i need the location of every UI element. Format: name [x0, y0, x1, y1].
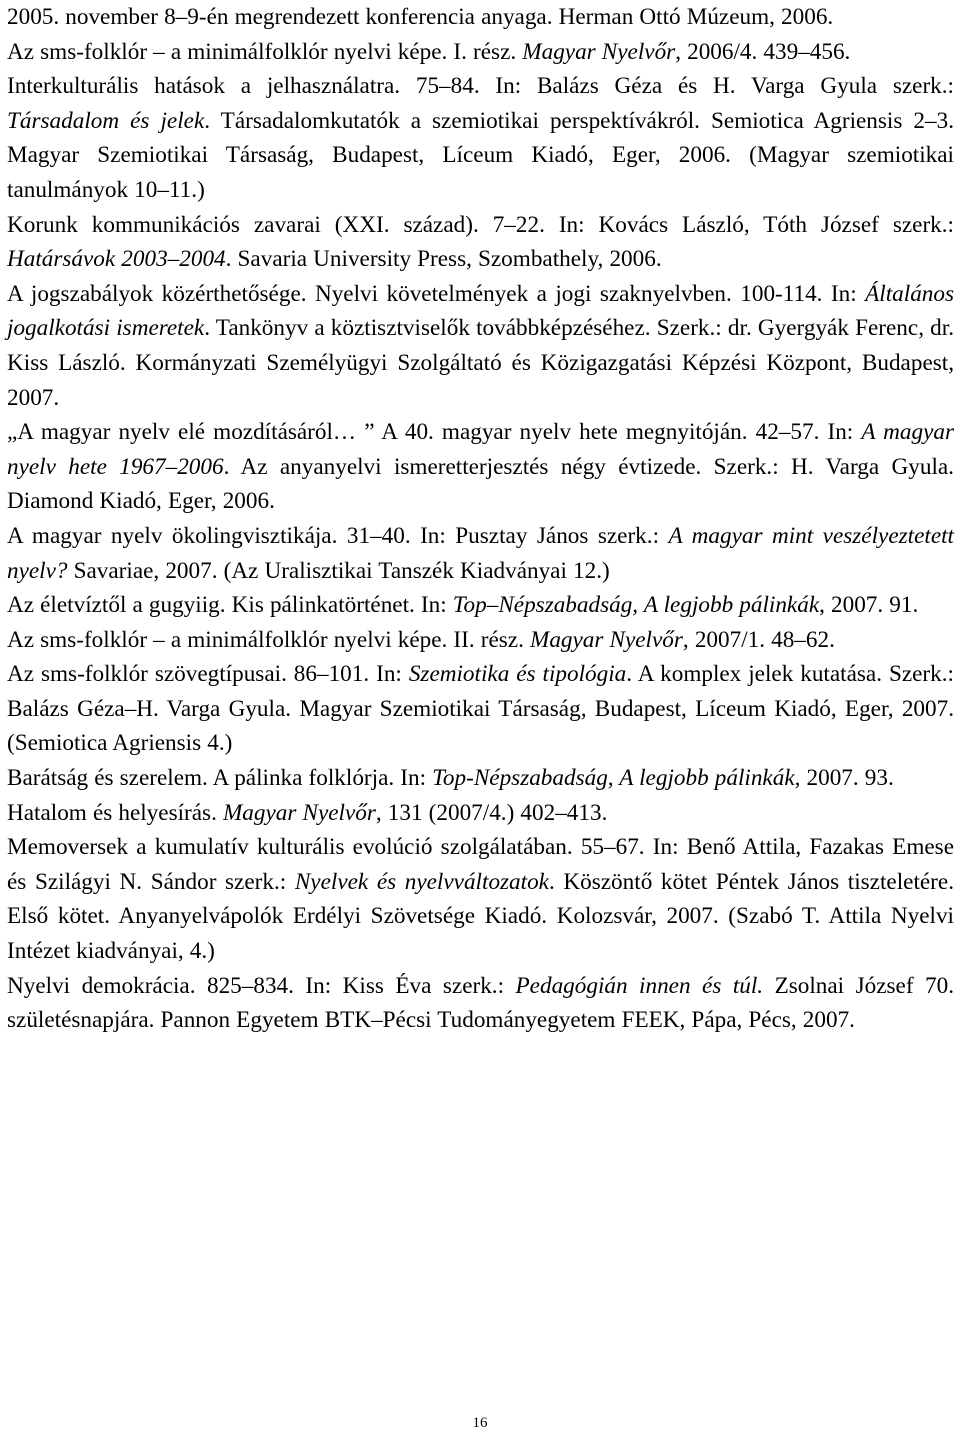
entry-title-italic: Nyelvek és nyelvváltozatok [294, 868, 549, 895]
entry-title-italic: Pedagógián innen és túl. [515, 972, 764, 999]
entry-text: Savariae, 2007. (Az Uralisztikai Tanszék Kiadványai 12.) [67, 557, 610, 584]
bibliography-entry [7, 35, 954, 70]
entry-text: , 2006/4. 439–456. [675, 38, 851, 65]
page-number: 16 [472, 1415, 488, 1431]
entry-text: Zsolnai József 70. születésnapjára. Pannon Egyetem BTK–Pécsi Tudományegyetem FEEK, Pápa, Pécs, 2007. [7, 972, 954, 1034]
bibliography-list [7, 0, 954, 1038]
entry-text: Hatalom és helyesírás. [7, 799, 223, 826]
entry-text: Az sms-folklór – a minimálfolklór nyelvi képe. I. rész. [7, 38, 523, 65]
entry-text: . Társadalomkutatók a szemiotikai perspektívákról. Semiotica Agriensis 2–3. Magyar Szemiotikai Társaság, Budapest, Líceum Kiadó, Eger, 2006. (Magyar szemiotikai tanulmányok 10–11.) [7, 107, 954, 203]
entry-text: . Tankönyv a köztisztviselők továbbképzéséhez. Szerk.: dr. Gyergyák Ferenc, dr. Kiss László. Kormányzati Személyügyi Szolgáltató és Közigazgatási Képzési Központ, Budapest, 2007. [7, 315, 954, 411]
bibliography-entry [7, 623, 954, 658]
bibliography-entry [7, 415, 954, 519]
entry-title-italic: Magyar Nyelvőr [222, 799, 376, 826]
entry-text: Barátság és szerelem. A pálinka folklórja. In: [7, 765, 433, 792]
entry-title-italic: A magyar mint veszélyeztetett nyelv? [7, 522, 954, 584]
entry-text: Az sms-folklór – a minimálfolklór nyelvi képe. II. rész. [7, 626, 530, 653]
entry-title-italic: Magyar Nyelvőr [530, 626, 683, 653]
entry-title-italic: Határsávok 2003–2004 [7, 246, 226, 273]
bibliography-entry [7, 761, 954, 796]
entry-title-italic: Magyar Nyelvőr [522, 38, 676, 65]
bibliography-entry [7, 657, 954, 761]
bibliography-entry [7, 796, 954, 831]
bibliography-entry [7, 69, 954, 207]
entry-text: , 131 (2007/4.) 402–413. [375, 799, 608, 826]
entry-text: Memoversek a kumulatív kulturális evolúció szolgálatában. 55–67. In: Benő Attila, Fazakas Emese és Szilágyi N. Sándor szerk.: [7, 834, 954, 895]
entry-text: . Savaria University Press, Szombathely, 2006. [225, 246, 662, 273]
entry-title-italic: Top–Népszabadság, A legjobb pálinkák [452, 592, 820, 619]
bibliography-entry [7, 0, 954, 35]
entry-title-italic: Általános jogalkotási ismeretek [7, 280, 954, 342]
entry-text: . Köszöntő kötet Péntek János tiszteletére. Első kötet. Anyanyelvápolók Erdélyi Szövetsége Kiadó. Kolozsvár, 2007. (Szabó T. Attila Nyelvi Intézet kiadványai, 4.) [7, 868, 954, 965]
entry-text: , 2007. 91. [819, 592, 919, 619]
entry-text: , 2007/1. 48–62. [682, 626, 835, 653]
entry-text: Interkulturális hatások a jelhasználatra. 75–84. In: Balázs Géza és H. Varga Gyula szerk.: [7, 73, 954, 100]
entry-title-italic: Top-Népszabadság, A legjobb pálinkák, [432, 765, 801, 792]
bibliography-entry [7, 588, 954, 623]
entry-text: 2005. november 8–9-én megrendezett konferencia anyaga. Herman Ottó Múzeum, 2006. [7, 4, 834, 30]
bibliography-entry [7, 969, 954, 1038]
entry-text: Az életvíztől a gugyiig. Kis pálinkatörténet. In: [7, 592, 453, 619]
entry-text: „A magyar nyelv elé mozdításáról… ” A 40. magyar nyelv hete megnyitóján. 42–57. In: [7, 419, 862, 446]
entry-text: 2007. 93. [800, 765, 894, 792]
bibliography-entry [7, 277, 954, 415]
bibliography-entry [7, 519, 954, 588]
bibliography-entry [7, 830, 954, 968]
entry-text: A jogszabályok közérthetősége. Nyelvi követelmények a jogi szaknyelvben. 100-114. In: [7, 280, 866, 307]
entry-text: Nyelvi demokrácia. 825–834. In: Kiss Éva szerk.: [7, 972, 516, 999]
entry-text: Az sms-folklór szövegtípusai. 86–101. In: [7, 661, 409, 688]
entry-text: Korunk kommunikációs zavarai (XXI. század). 7–22. In: Kovács László, Tóth József szerk.: [7, 211, 954, 238]
entry-title-italic: Szemiotika és tipológia [408, 661, 627, 688]
bibliography-entry [7, 208, 954, 277]
entry-text: A magyar nyelv ökolingvisztikája. 31–40. In: Pusztay János szerk.: [7, 522, 669, 549]
entry-title-italic: A magyar nyelv hete 1967–2006 [7, 419, 954, 480]
entry-text: . Az anyanyelvi ismeretterjesztés négy évtizede. Szerk.: H. Varga Gyula. Diamond Kiadó, Eger, 2006. [7, 453, 954, 515]
entry-text: . A komplex jelek kutatása. Szerk.: Balázs Géza–H. Varga Gyula. Magyar Szemiotikai Társaság, Budapest, Líceum Kiadó, Eger, 2007. (Semiotica Agriensis 4.) [7, 661, 954, 757]
entry-title-italic: Társadalom és jelek [7, 107, 205, 134]
